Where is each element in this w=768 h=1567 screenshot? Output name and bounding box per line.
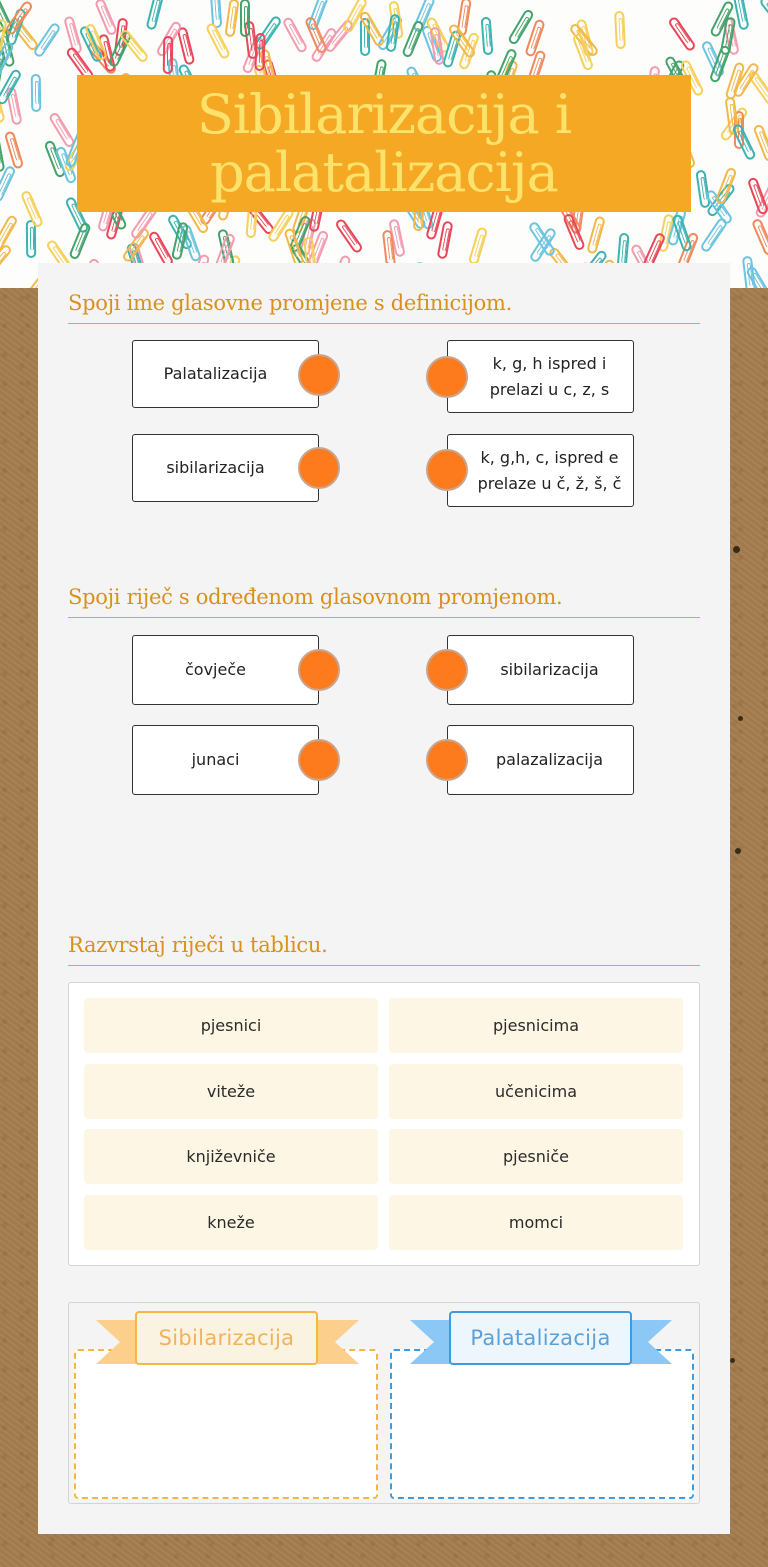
- paperclip-icon: [437, 220, 454, 259]
- page-title-line-1: Sibilarizacija i: [196, 82, 572, 146]
- speck: [733, 546, 740, 553]
- match-right-label-line: k, g,h, c, ispred e: [480, 447, 619, 467]
- section-2-title: Spoji riječ s određenom glasovnom promjenom.: [68, 585, 700, 618]
- word-chip[interactable]: momci: [389, 1195, 683, 1250]
- paperclip-icon: [667, 15, 697, 52]
- connector-dot[interactable]: [426, 356, 468, 398]
- paperclip-icon: [33, 21, 62, 58]
- word-chip[interactable]: kneže: [84, 1195, 378, 1250]
- connector-dot[interactable]: [426, 449, 468, 491]
- match-right-label-line: prelazi u c, z, s: [489, 379, 610, 399]
- match-right-item-4[interactable]: [447, 725, 634, 795]
- drop-zone-palatalizacija[interactable]: [390, 1349, 694, 1499]
- section-3-title: Razvrstaj riječi u tablicu.: [68, 933, 700, 966]
- match-right-label-line: prelaze u č, ž, š, č: [477, 473, 622, 493]
- paperclip-icon: [94, 0, 118, 36]
- match-right-item-2[interactable]: [447, 434, 634, 507]
- connector-dot[interactable]: [426, 739, 468, 781]
- paperclip-icon: [146, 0, 165, 31]
- word-chip[interactable]: pjesniče: [389, 1129, 683, 1184]
- match-left-label: Palatalizacija: [163, 364, 268, 383]
- connector-dot[interactable]: [298, 649, 340, 691]
- match-left-item-4[interactable]: [132, 725, 319, 795]
- match-right-item-3[interactable]: [447, 635, 634, 705]
- sorting-bins: [68, 1302, 700, 1504]
- paperclip-icon: [4, 130, 24, 169]
- paperclip-icon: [20, 190, 44, 229]
- word-chip[interactable]: pjesnici: [84, 998, 378, 1053]
- paperclip-icon: [239, 0, 249, 37]
- worksheet-card: [38, 263, 730, 1534]
- paperclip-icon: [0, 244, 13, 280]
- paperclip-icon: [401, 19, 425, 58]
- match-left-item-1[interactable]: [132, 340, 319, 408]
- word-chip[interactable]: viteže: [84, 1064, 378, 1119]
- word-chip[interactable]: učenicima: [389, 1064, 683, 1119]
- paperclip-icon: [68, 222, 92, 261]
- match-left-label: čovječe: [185, 660, 246, 679]
- section-1-title: Spoji ime glasovne promjene s definicijom.: [68, 291, 700, 324]
- word-bank: [68, 982, 700, 1266]
- paperclip-icon: [255, 33, 266, 71]
- match-right-label: sibilarizacija: [500, 660, 599, 679]
- paperclip-icon: [732, 0, 749, 31]
- paperclip-icon: [225, 0, 240, 37]
- match-right-label: [478, 445, 622, 497]
- match-right-label: [490, 351, 610, 403]
- match-right-label: palazalizacija: [496, 750, 603, 769]
- connector-dot[interactable]: [298, 447, 340, 489]
- speck: [738, 716, 743, 721]
- bin-label-palatalizacija: Palatalizacija: [449, 1311, 632, 1365]
- paperclip-icon: [695, 169, 710, 208]
- page-title-line-2: palatalizacija: [210, 140, 558, 204]
- match-left-item-3[interactable]: [132, 635, 319, 705]
- bin-label-sibilarizacija: Sibilarizacija: [135, 1311, 318, 1365]
- connector-dot[interactable]: [426, 649, 468, 691]
- speck: [735, 848, 741, 854]
- match-left-label: junaci: [191, 750, 240, 769]
- paperclip-icon: [177, 26, 196, 65]
- paperclip-icon: [30, 74, 41, 112]
- paperclip-icon: [163, 36, 174, 74]
- match-left-label: sibilarizacija: [166, 458, 265, 477]
- paperclip-icon: [480, 17, 493, 56]
- match-left-item-2[interactable]: [132, 434, 319, 502]
- connector-dot[interactable]: [298, 739, 340, 781]
- word-chip[interactable]: književniče: [84, 1129, 378, 1184]
- paperclip-icon: [334, 218, 364, 255]
- paperclip-icon: [614, 10, 626, 48]
- connector-dot[interactable]: [298, 354, 340, 396]
- speck: [730, 1358, 735, 1363]
- match-right-label-line: k, g, h ispred i: [492, 353, 607, 373]
- match-right-item-1[interactable]: [447, 340, 634, 413]
- drop-zone-sibilarizacija[interactable]: [74, 1349, 378, 1499]
- page-title-banner: [77, 75, 691, 212]
- paperclip-icon: [751, 218, 768, 257]
- paperclip-icon: [468, 226, 488, 265]
- paperclip-icon: [758, 0, 768, 31]
- word-chip[interactable]: pjesnicima: [389, 998, 683, 1053]
- paperclip-icon: [586, 216, 606, 255]
